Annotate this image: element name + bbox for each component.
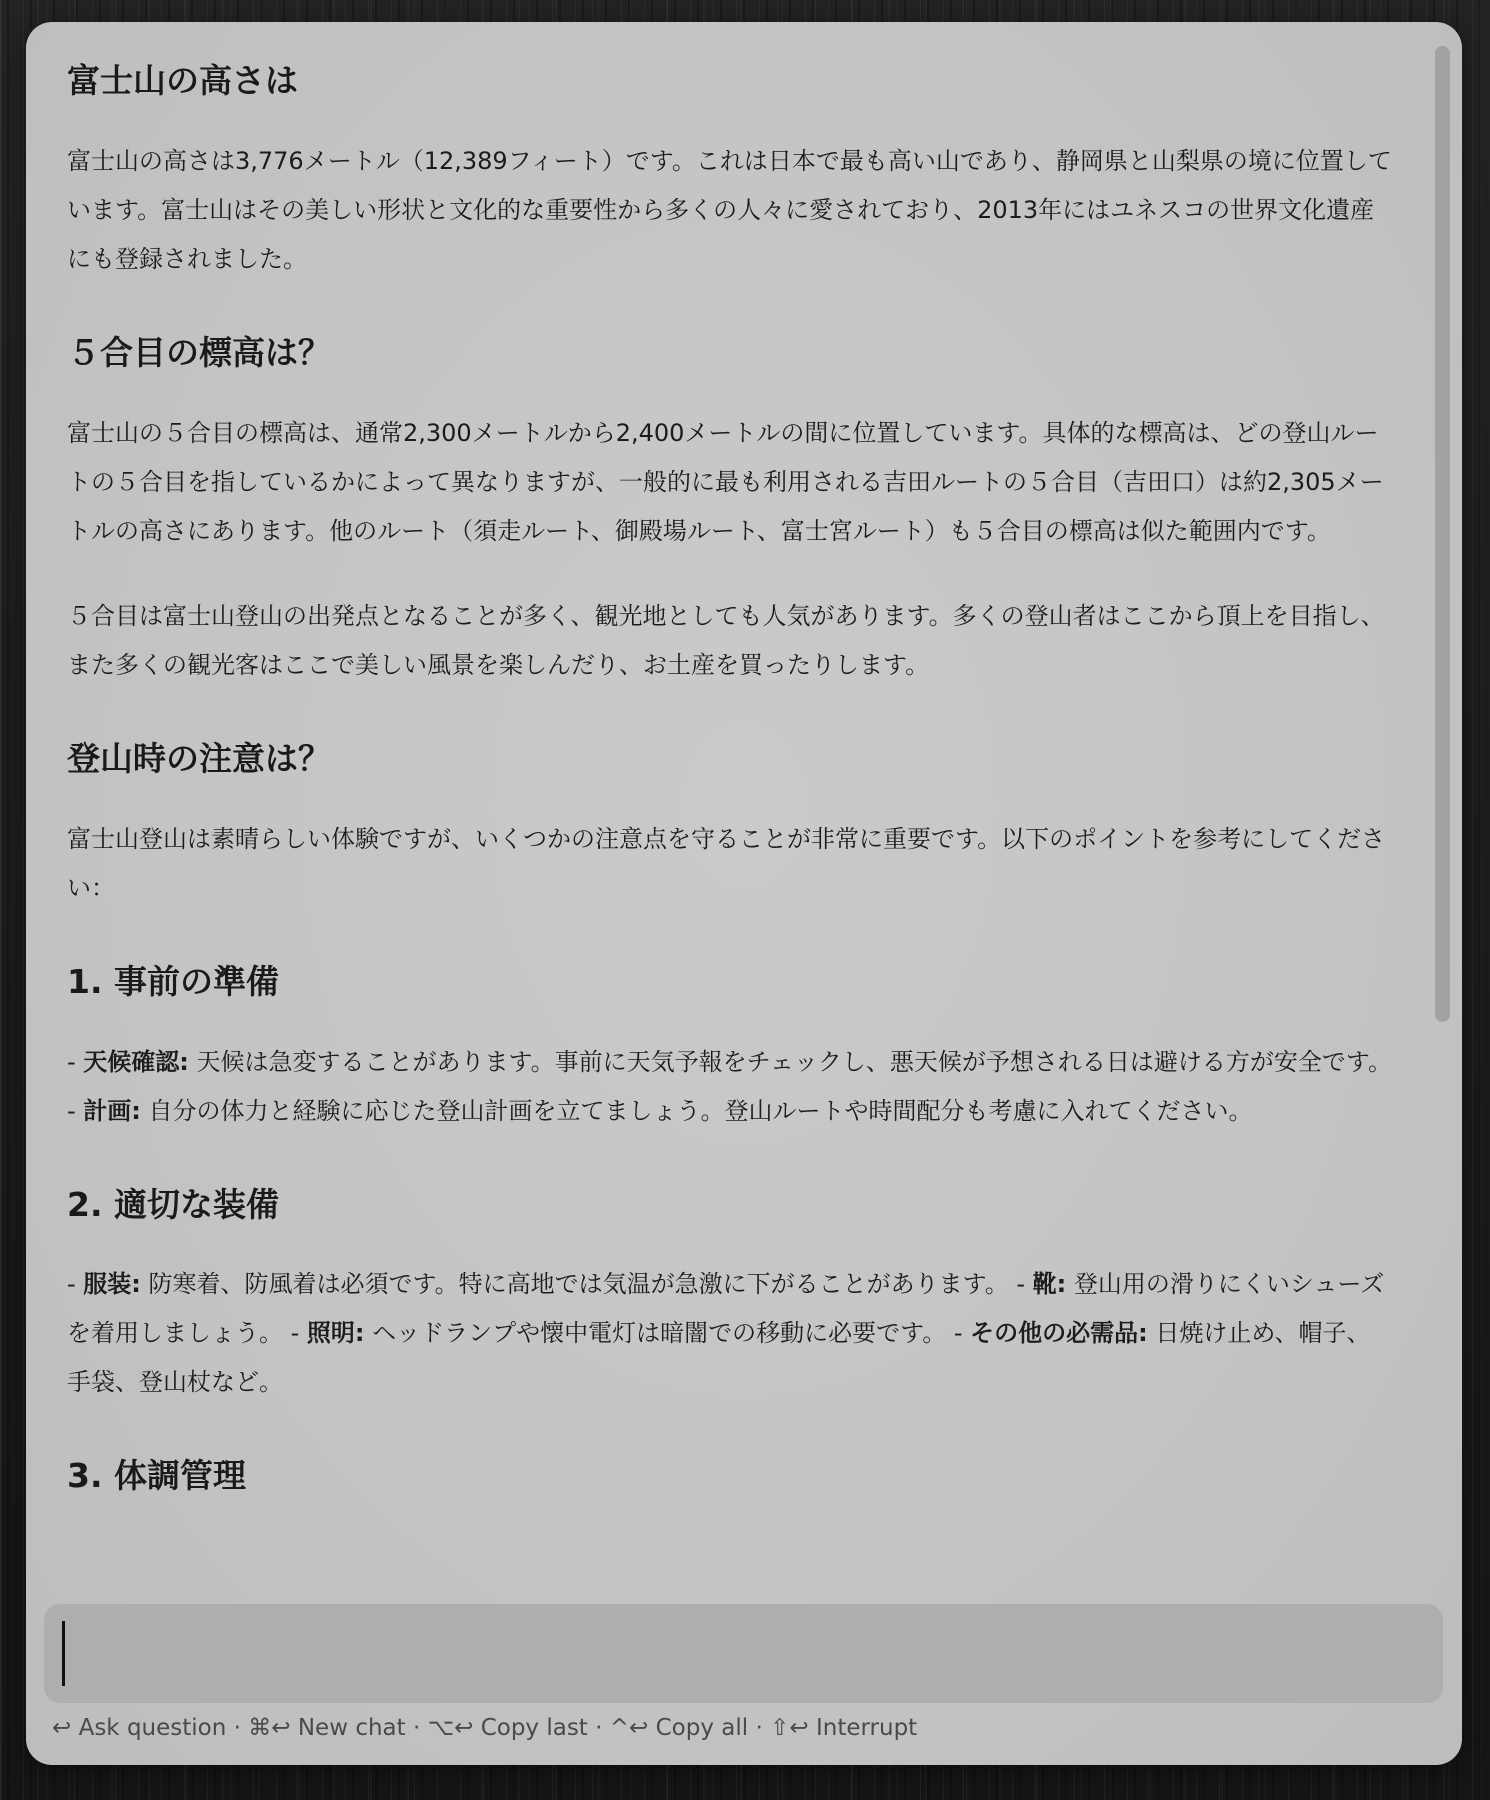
option-return-key-icon: ⌥↩ xyxy=(427,1715,474,1741)
text-cursor xyxy=(62,1621,65,1686)
shortcut-hints xyxy=(52,1715,917,1741)
hint-separator: · xyxy=(755,1715,763,1741)
question-input[interactable] xyxy=(44,1604,1443,1703)
chat-transcript[interactable] xyxy=(26,22,1446,1582)
shift-return-key-icon: ⇧↩ xyxy=(770,1715,809,1741)
item-label-plan: 計画: xyxy=(83,1096,141,1125)
chat-window xyxy=(26,22,1462,1765)
item-text-clothing: 防寒着、防風着は必須です。特に高地では気温が急激に下がることがあります。 xyxy=(148,1270,1009,1299)
paragraph-height: 富士山の高さは3,776メートル（12,389フィート）です。これは日本で最も高い山であり、静岡県と山梨県の境に位置しています。富士山はその美しい形状と文化的な重要性から多くの人々に愛されており、2013年にはユネスコの世界文化遺産にも登録されました。 xyxy=(67,146,1392,273)
section-heading-climbing-cautions: 登山時の注意は？ xyxy=(67,738,331,778)
paragraph-climbing-intro: 富士山登山は素晴らしい体験ですが、いくつかの注意点を守ることが非常に重要です。以下のポイントを参考にしてください： xyxy=(67,824,1386,902)
command-return-key-icon: ⌘↩ xyxy=(248,1715,291,1741)
paragraph-fifth-station-tourism: ５合目は富士山登山の出発点となることが多く、観光地としても人気があります。多くの登山者はここから頂上を目指し、また多くの観光客はここで美しい風景を楽しんだり、お土産を買ったりします。 xyxy=(67,601,1385,679)
section-heading-preparation: 1. 事前の準備 xyxy=(67,961,279,1001)
paragraph-fifth-station-altitude: 富士山の５合目の標高は、通常2,300メートルから2,400メートルの間に位置しています。具体的な標高は、どの登山ルートの５合目を指しているかによって異なりますが、一般的に最も利用される吉田ルートの５合目（吉田口）は約2,305メートルの高さにあります。他のルート（須走ルート、御殿場ルート、富士宮ルート）も５合目の標高は似た範囲内です。 xyxy=(67,418,1384,545)
item-text-plan: 自分の体力と経験に応じた登山計画を立てましょう。登山ルートや時間配分も考慮に入れてください。 xyxy=(148,1096,1253,1125)
paragraph-equipment-items: - 服装: 防寒着、防風着は必須です。特に高地では気温が急激に下がることがあります。 - 靴: 登山用の滑りにくいシューズを着用しましょう。 - 照明: ヘッドランプや懐中電灯は暗闇での移動に必要です。 - その他の必需品: 日焼け止め、帽子、手袋、登山杖など。 xyxy=(67,1270,1385,1397)
hint-separator: · xyxy=(412,1715,421,1741)
control-return-key-icon: ^↩ xyxy=(609,1715,649,1741)
hint-ask-question: Ask question xyxy=(78,1715,227,1741)
item-text-weather: 天候は急変することがあります。事前に天気予報をチェックし、悪天候が予想される日は避ける方が安全です。 xyxy=(196,1047,1392,1076)
hint-separator: · xyxy=(595,1715,603,1741)
item-text-shoes: 登山用の滑りにくいシューズを着用しましょう。 xyxy=(67,1270,1385,1348)
section-heading-equipment: 2. 適切な装備 xyxy=(67,1184,279,1224)
item-label-other-essentials: その他の必需品: xyxy=(970,1319,1148,1348)
hint-copy-last: Copy last xyxy=(480,1715,588,1741)
item-text-other-essentials: 日焼け止め、帽子、手袋、登山杖など。 xyxy=(67,1319,1371,1397)
section-heading-height: 富士山の高さは xyxy=(67,61,298,100)
item-label-shoes: 靴: xyxy=(1032,1270,1067,1299)
assistant-response xyxy=(26,22,1446,1498)
hint-separator: · xyxy=(233,1715,241,1741)
hint-copy-all: Copy all xyxy=(655,1715,749,1741)
item-text-lighting: ヘッドランプや懐中電灯は暗闇での移動に必要です。 xyxy=(372,1319,947,1348)
paragraph-preparation-items: - 天候確認: 天候は急変することがあります。事前に天気予報をチェックし、悪天候が予想される日は避ける方が安全です。 - 計画: 自分の体力と経験に応じた登山計画を立てましょう。登山ルートや時間配分も考慮に入れてください。 xyxy=(67,1047,1392,1125)
section-heading-health: 3. 体調管理 xyxy=(67,1456,246,1496)
section-heading-fifth-station: ５合目の標高は？ xyxy=(67,332,331,372)
scrollbar-thumb[interactable] xyxy=(1435,46,1450,1022)
hint-new-chat: New chat xyxy=(297,1715,406,1741)
hint-interrupt: Interrupt xyxy=(815,1715,918,1741)
item-label-clothing: 服装: xyxy=(83,1270,141,1299)
item-label-weather: 天候確認: xyxy=(83,1047,189,1076)
return-key-icon: ↩ xyxy=(52,1715,72,1741)
item-label-lighting: 照明: xyxy=(306,1319,365,1348)
